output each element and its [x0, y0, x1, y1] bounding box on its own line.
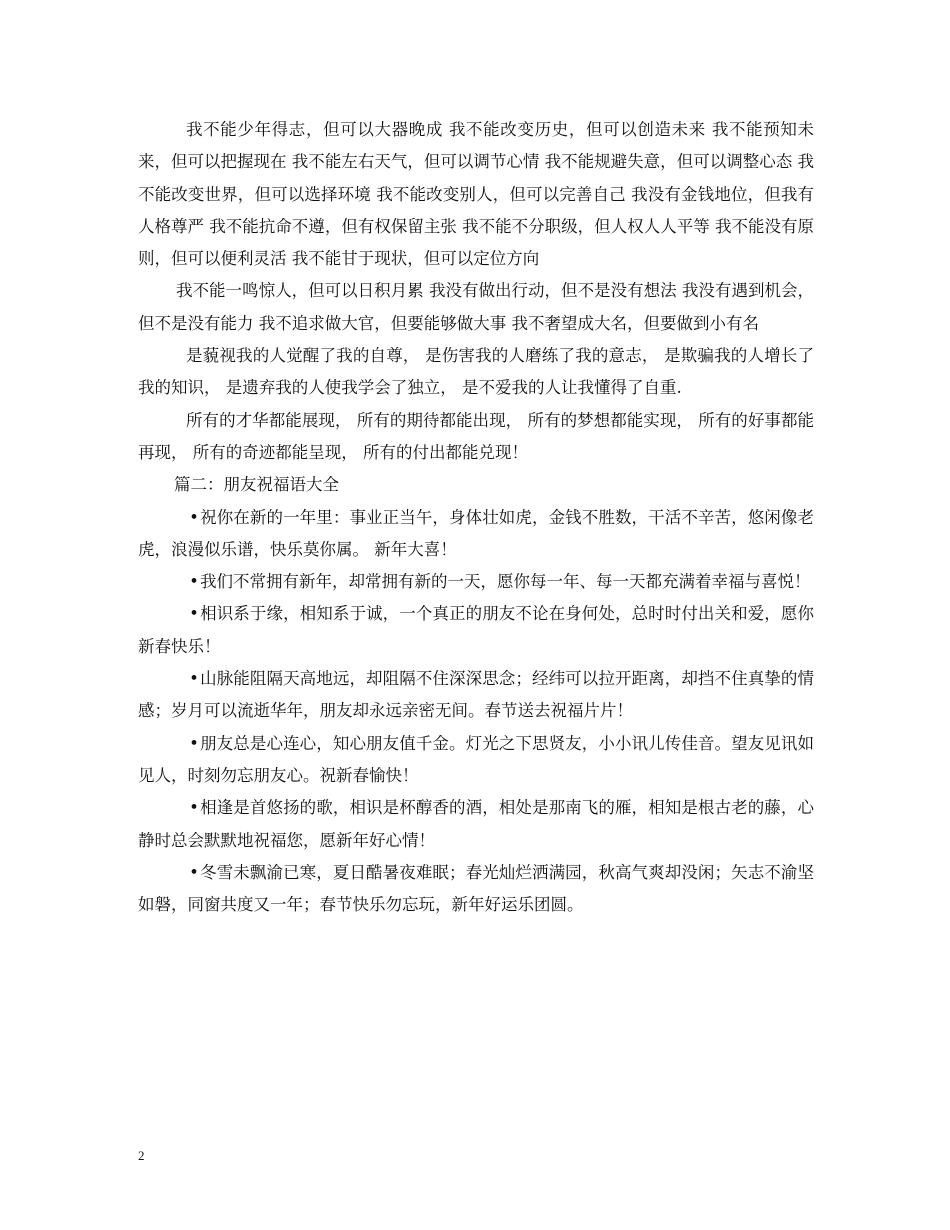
list-item-text: 山脉能阻隔天高地远，却阻隔不住深深思念；经纬可以拉开距离，却挡不住真挚的情感；岁月可以流逝华年，朋友却永远亲密无间。春节送去祝福片片！ [138, 669, 814, 721]
section-heading: 篇二：朋友祝福语大全 [174, 475, 339, 495]
bullet-icon: • [189, 572, 199, 592]
list-item [138, 502, 814, 567]
bullet-icon: • [189, 862, 199, 882]
list-item-text: 相逢是首悠扬的歌，相识是杯醇香的酒，相处是那南飞的雁，相知是根古老的藤，心静时总会默默地祝福您，愿新年好心情！ [138, 798, 814, 850]
paragraph-1: 我不能少年得志，但可以大器晚成 我不能改变历史，但可以创造未来 我不能预知未来，但可以把握现在 我不能左右天气，但可以调节心情 我不能规避失意，但可以调整心态 我不能改变世界，但可以选择环境 我不能改变别人，但可以完善自己 我没有金钱地位，但我有人格尊严 我不能抗命不遵，但有权保留主张 我不能不分职级，但人权人人平等 我不能没有原则，但可以便利灵活 我不能甘于现状，但可以定位方向 [138, 120, 814, 269]
paragraph-2: 我不能一鸣惊人，但可以日积月累 我没有做出行动，但不是没有想法 我没有遇到机会，但不是没有能力 我不追求做大官，但要能够做大事 我不奢望成大名，但要做到小有名 [138, 281, 814, 333]
list-item-text: 朋友总是心连心，知心朋友值千金。灯光之下思贤友，小小讯儿传佳音。望友见讯如见人，时刻勿忘朋友心。祝新春愉快！ [138, 733, 814, 785]
bullet-icon: • [189, 798, 199, 818]
list-item-text: 相识系于缘，相知系于诚，一个真正的朋友不论在身何处，总时时付出关和爱，愿你新春快乐！ [138, 604, 814, 656]
list-item-text: 我们不常拥有新年，却常拥有新的一天，愿你每一年、每一天都充满着幸福与喜悦！ [200, 572, 811, 592]
bullet-icon: • [189, 507, 199, 527]
list-item [138, 663, 814, 728]
list-item-text: 祝你在新的一年里：事业正当午，身体壮如虎，金钱不胜数，干活不辛苦，悠闲像老虎，浪漫似乐谱，快乐莫你属。 新年大喜！ [138, 507, 814, 559]
bullet-icon: • [189, 669, 199, 689]
bullet-icon: • [189, 604, 199, 624]
list-item [138, 857, 814, 922]
document-body [138, 114, 814, 921]
list-item [138, 792, 814, 857]
paragraph-3: 是藐视我的人觉醒了我的自尊， 是伤害我的人磨练了我的意志， 是欺骗我的人增长了我的知识， 是遗弃我的人使我学会了独立， 是不爱我的人让我懂得了自重. [138, 346, 814, 398]
bullet-icon: • [189, 733, 199, 753]
list-item [138, 566, 814, 598]
list-item [138, 728, 814, 793]
page-number: 2 [138, 1148, 145, 1163]
list-item [138, 598, 814, 663]
paragraph-4: 所有的才华都能展现， 所有的期待都能出现， 所有的梦想都能实现， 所有的好事都能再现， 所有的奇迹都能呈现， 所有的付出都能兑现！ [138, 410, 814, 462]
list-item-text: 冬雪未飘渝已寒，夏日酷暑夜难眠；春光灿烂洒满园，秋高气爽却没闲；矢志不渝坚如磐，同窗共度又一年；春节快乐勿忘玩，新年好运乐团圆。 [138, 862, 814, 915]
